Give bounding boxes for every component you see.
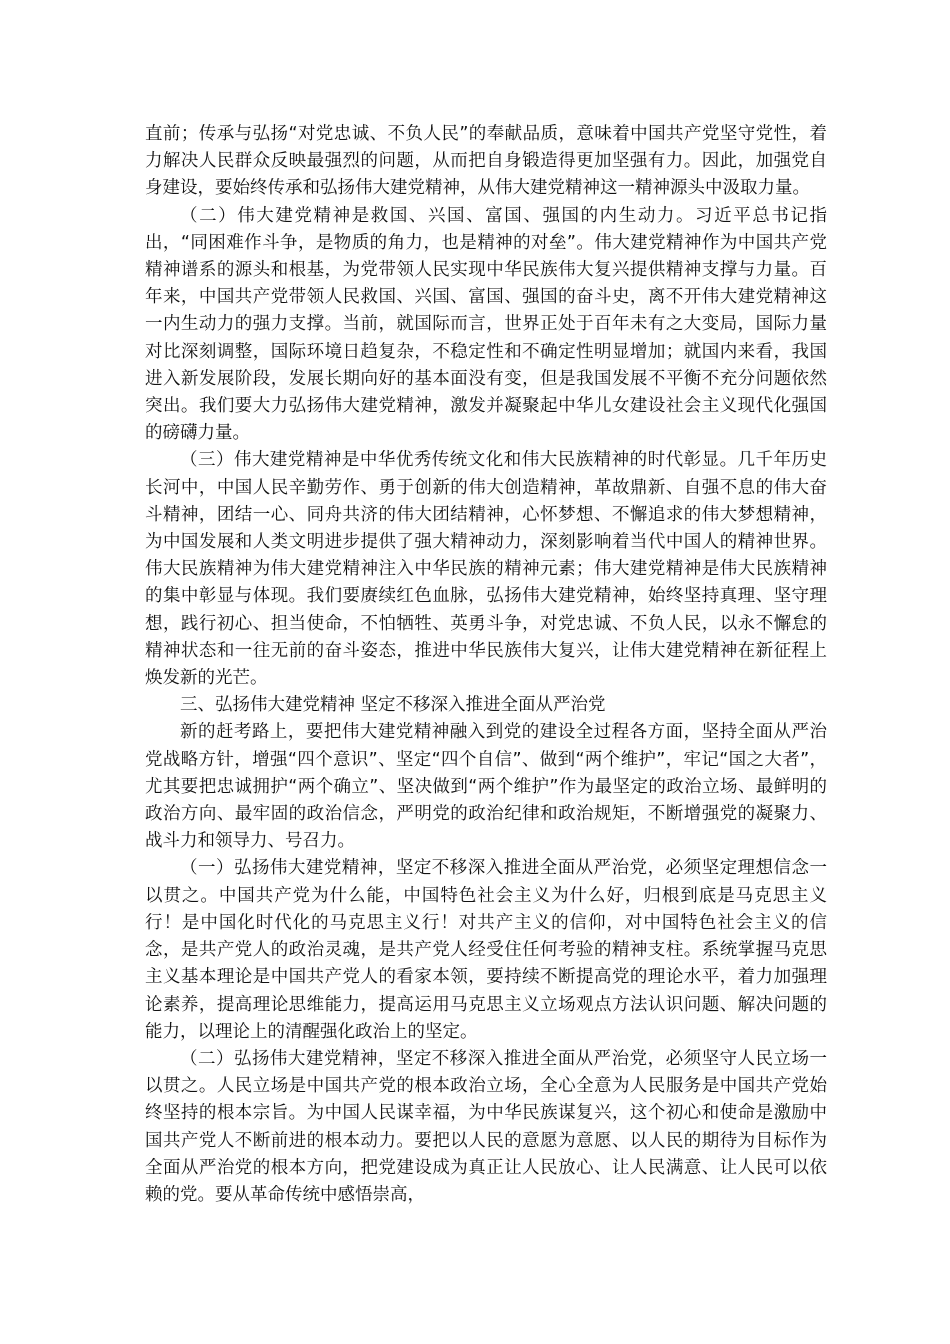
section-heading-3: 三、弘扬伟大建党精神 坚定不移深入推进全面从严治党 <box>180 695 606 716</box>
paragraph-section-3-1: （一）弘扬伟大建党精神，坚定不移深入推进全面从严治党，必须坚定理想信念一以贯之。中国共产党为什么能，中国特色社会主义为什么好，归根到底是马克思主义行！是中国化时代化的马克思主义行！对共产主义的信仰，对中国特色社会主义的信念，是共产党人的政治灵魂，是共产党人经受住任何考验的精神支柱。系统掌握马克思主义基本理论是中国共产党人的看家本领，要持续不断提高党的理论水平，着力加强理论素养，提高理论思维能力，提高运用马克思主义立场观点方法认识问题、解决问题的能力，以理论上的清醒强化政治上的坚定。 <box>145 858 827 1042</box>
paragraph-section-3-intro: 新的赶考路上，要把伟大建党精神融入到党的建设全过程各方面，坚持全面从严治党战略方针，增强“四个意识”、坚定“四个自信”、做到“两个维护”，牢记“国之大者”，尤其要把忠诚拥护“两个确立”、坚决做到“两个维护”作为最坚定的政治立场、最鲜明的政治方向、最牢固的政治信念，严明党的政治纪律和政治规矩，不断增强党的凝聚力、战斗力和领导力、号召力。 <box>145 722 827 852</box>
paragraph-section-3-2: （二）弘扬伟大建党精神，坚定不移深入推进全面从严治党，必须坚守人民立场一以贯之。人民立场是中国共产党的根本政治立场，全心全意为人民服务是中国共产党始终坚持的根本宗旨。为中国人民谋幸福，为中华民族谋复兴，这个初心和使命是激励中国共产党人不断前进的根本动力。要把以人民的意愿为意愿、以人民的期待为目标作为全面从严治党的根本方向，把党建设成为真正让人民放心、让人民满意、让人民可以依赖的党。要从革命传统中感悟崇高， <box>145 1048 827 1205</box>
paragraph-continuation: 直前；传承与弘扬“对党忠诚、不负人民”的奉献品质，意味着中国共产党坚守党性，着力解决人民群众反映最强烈的问题，从而把自身锻造得更加坚强有力。因此，加强党自身建设，要始终传承和弘扬伟大建党精神，从伟大建党精神这一精神源头中汲取力量。 <box>145 124 827 199</box>
document-body <box>145 121 827 1209</box>
paragraph-section-2-2: （二）伟大建党精神是救国、兴国、富国、强国的内生动力。习近平总书记指出，“同困难作斗争，是物质的角力，也是精神的对垒”。伟大建党精神作为中国共产党精神谱系的源头和根基，为党带领人民实现中华民族伟大复兴提供精神支撑与力量。百年来，中国共产党带领人民救国、兴国、富国、强国的奋斗史，离不开伟大建党精神这一内生动力的强力支撑。当前，就国际而言，世界正处于百年未有之大变局，国际力量对比深刻调整，国际环境日趋复杂，不稳定性和不确定性明显增加；就国内来看，我国进入新发展阶段，发展长期向好的基本面没有变，但是我国发展不平衡不充分问题依然突出。我们要大力弘扬伟大建党精神，激发并凝聚起中华儿女建设社会主义现代化强国的磅礴力量。 <box>145 205 827 444</box>
paragraph-section-2-3: （三）伟大建党精神是中华优秀传统文化和伟大民族精神的时代彰显。几千年历史长河中，中国人民辛勤劳作、勇于创新的伟大创造精神，革故鼎新、自强不息的伟大奋斗精神，团结一心、同舟共济的伟大团结精神，心怀梦想、不懈追求的伟大梦想精神，为中国发展和人类文明进步提供了强大精神动力，深刻影响着当代中国人的精神世界。伟大民族精神为伟大建党精神注入中华民族的精神元素；伟大建党精神是伟大民族精神的集中彰显与体现。我们要赓续红色血脉，弘扬伟大建党精神，始终坚持真理、坚守理想，践行初心、担当使命，不怕牺牲、英勇斗争，对党忠诚、不负人民，以永不懈怠的精神状态和一往无前的奋斗姿态，推进中华民族伟大复兴，让伟大建党精神在新征程上焕发新的光芒。 <box>145 450 827 689</box>
